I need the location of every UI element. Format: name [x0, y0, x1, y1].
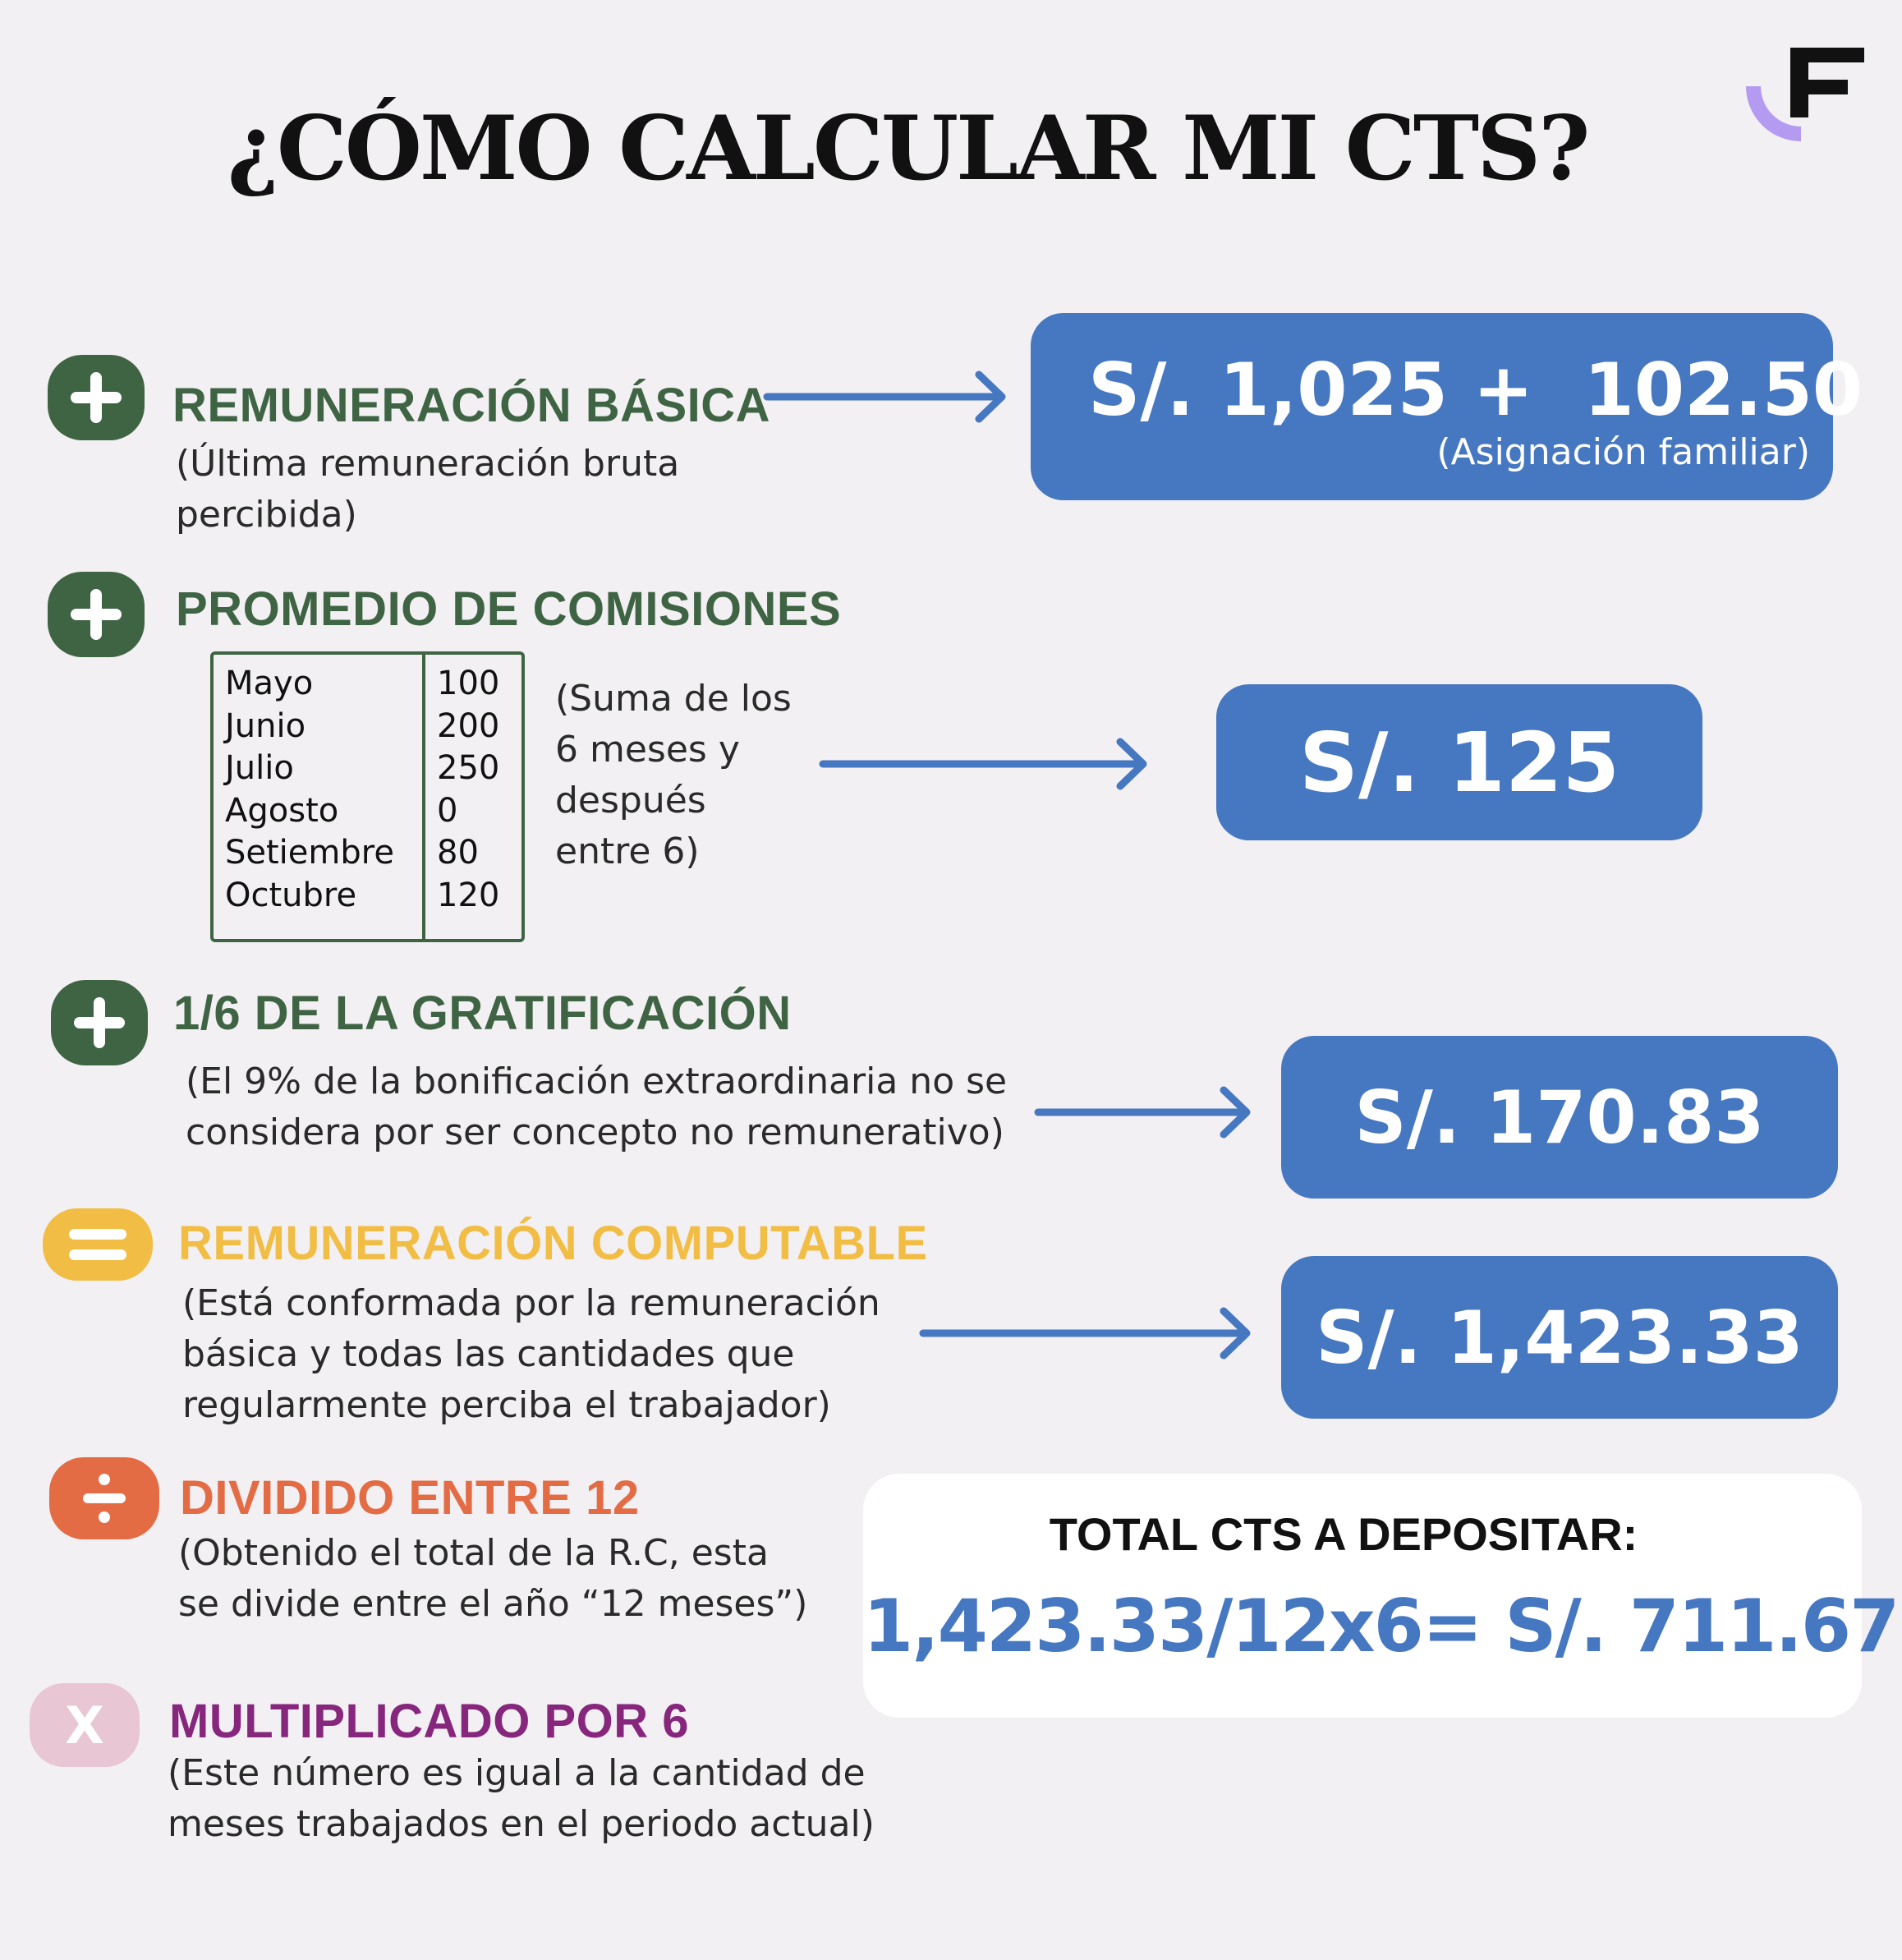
step-heading-remuneracion-computable: REMUNERACIÓN COMPUTABLE	[178, 1217, 928, 1270]
step-heading-promedio-comisiones: PROMEDIO DE COMISIONES	[176, 582, 842, 636]
step-heading-dividido: DIVIDIDO ENTRE 12	[180, 1471, 640, 1525]
step-heading-multiplicado: MULTIPLICADO POR 6	[169, 1695, 690, 1748]
table-cell-amount: 100	[437, 665, 500, 702]
times-icon-label: X	[65, 1695, 104, 1755]
step-description	[182, 1278, 880, 1431]
page-title: ¿CÓMO CALCULAR MI CTS?	[227, 97, 1588, 200]
plus-icon	[51, 980, 148, 1065]
table-cell-month: Octubre	[225, 876, 357, 914]
table-cell-month: Julio	[225, 749, 294, 787]
description-line: se divide entre el año “12 meses”)	[178, 1583, 808, 1625]
plus-icon	[48, 355, 145, 440]
table-cell-amount: 120	[437, 876, 500, 914]
total-formula: 1,423.33/12x6= S/. 711.67	[863, 1584, 1899, 1668]
step-heading-gratificacion: 1/6 DE LA GRATIFICACIÓN	[173, 987, 792, 1040]
arrow-right-icon	[1035, 1084, 1257, 1141]
plus-icon	[48, 572, 145, 657]
value-text: S/. 1,025 + 102.50	[1088, 347, 1863, 432]
description-line: (El 9% de la bonificación extraordinaria no se	[186, 1061, 1008, 1102]
step-description	[555, 674, 792, 877]
value-text: S/. 170.83	[1354, 1074, 1765, 1160]
description-line: básica y todas las cantidades que	[182, 1333, 795, 1375]
table-cell-month: Agosto	[225, 791, 339, 830]
table-cell-month: Setiembre	[225, 834, 394, 872]
step-description	[178, 1528, 807, 1630]
step-description	[186, 1056, 1007, 1158]
commissions-table	[210, 651, 525, 942]
description-line: después	[555, 780, 706, 821]
description-line: (Suma de los	[555, 678, 792, 720]
value-text: S/. 1,423.33	[1316, 1295, 1803, 1380]
value-text: S/. 125	[1298, 714, 1620, 811]
step-heading-remuneracion-basica: REMUNERACIÓN BÁSICA	[172, 379, 771, 432]
value-box-gratificacion	[1281, 1036, 1838, 1199]
table-cell-amount: 200	[437, 706, 500, 745]
table-cell-month: Junio	[225, 706, 306, 745]
description-line: 6 meses y	[555, 729, 740, 771]
brand-logo-icon	[1745, 41, 1868, 148]
times-icon	[30, 1683, 140, 1767]
equals-icon	[43, 1208, 153, 1281]
description-line: regularmente perciba el trabajador)	[182, 1384, 831, 1426]
description-line: meses trabajados en el periodo actual)	[168, 1803, 875, 1845]
description-line: (Última remuneración bruta	[176, 443, 680, 485]
value-note: (Asignación familiar)	[1436, 431, 1810, 473]
description-line: (Este número es igual a la cantidad de	[168, 1752, 866, 1794]
description-line: (Está conformada por la remuneración	[182, 1282, 880, 1324]
description-line: considera por ser concepto no remunerativo)	[186, 1111, 1004, 1153]
value-box-remuneracion-computable	[1281, 1256, 1838, 1419]
months-column	[214, 655, 425, 939]
step-description	[168, 1748, 875, 1850]
arrow-right-icon	[920, 1304, 1257, 1362]
description-line: entre 6)	[555, 830, 700, 872]
amounts-column	[425, 655, 511, 939]
divide-icon	[49, 1457, 159, 1539]
step-description	[176, 439, 679, 541]
table-cell-month: Mayo	[225, 665, 314, 702]
value-box-promedio-comisiones	[1216, 684, 1702, 840]
table-cell-amount: 0	[437, 791, 458, 830]
total-label: TOTAL CTS A DEPOSITAR:	[1049, 1508, 1638, 1560]
table-cell-amount: 80	[437, 834, 479, 872]
value-box-remuneracion-basica	[1031, 313, 1863, 500]
table-cell-amount: 250	[437, 749, 500, 787]
arrow-right-icon	[820, 735, 1152, 793]
description-line: percibida)	[176, 494, 357, 536]
arrow-right-icon	[764, 368, 1010, 426]
description-line: (Obtenido el total de la R.C, esta	[178, 1532, 769, 1574]
